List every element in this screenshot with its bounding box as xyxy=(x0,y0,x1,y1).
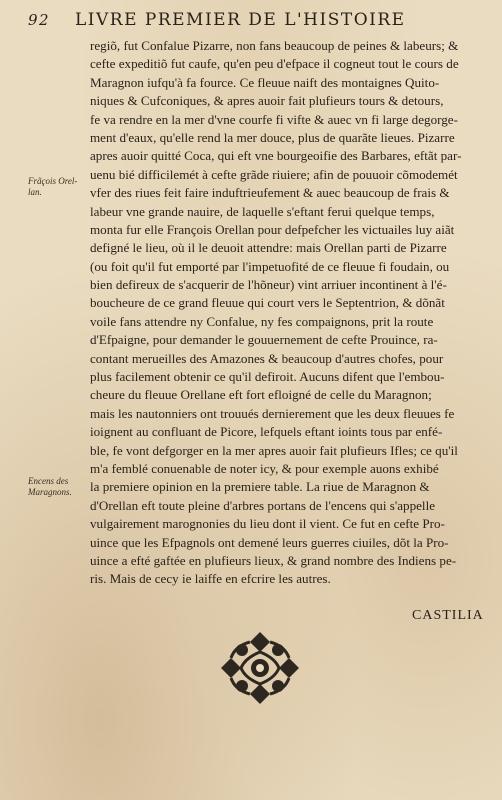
page-number: 92 xyxy=(28,11,51,29)
text-line: labeur vne grande nauire, de laquelle s'eftant ferui quelque temps, xyxy=(90,203,435,219)
margin-note-text: Frãçois Orel- lan. xyxy=(28,176,78,197)
text-line: plus facilement obtenir ce qu'il defiroit. Aucuns difent que l'embou- xyxy=(90,369,445,385)
text-line: regiõ, fut Confalue Pizarre, non fans beaucoup de peines & labeurs; & xyxy=(90,38,459,53)
text-line: mais les nautonniers ont trouués dernierement que les deux fleuues fe xyxy=(90,405,455,421)
text-line: ris. Mais de cecy ie laiffe en efcrire les autres. xyxy=(90,571,331,587)
margin-note-orellan xyxy=(28,176,88,198)
text-line: Maragnon iufqu'à fa fource. Ce fleuue naift des montaignes Quito- xyxy=(90,74,440,90)
text-line: cefte expeditiõ fut caufe, qu'en peu d'efpace il cogneut tout le cours de xyxy=(90,56,459,72)
text-line: monta fur elle François Orellan pour defpefcher les victuailes luy aiãt xyxy=(90,221,455,237)
running-title: LIVRE PREMIER DE L'HISTOIRE xyxy=(75,10,406,30)
text-line: fe va rendre en la mer d'vne courfe fi vifte & auec vn fi large degorge- xyxy=(90,111,458,127)
text-line: d'Efpaigne, pour demander le gouuernement de cefte Prouince, ra- xyxy=(90,332,438,348)
fleuron-ornament-icon xyxy=(215,628,305,708)
text-line: niques & Cufconiques, & apres auoir fait plufieurs tours & detours, xyxy=(90,93,444,109)
catchword: CASTILIA xyxy=(412,608,484,623)
text-line: cheure du fleuue Orellane eft fort efloigné de celle du Maragnon; xyxy=(90,387,432,403)
margin-note-encens xyxy=(28,476,88,498)
body-text xyxy=(90,37,492,589)
text-line: ioignent au confluant de Picore, lefquels eftant ioints tous par enfé- xyxy=(90,424,443,440)
text-line: ble, fe vont defgorger en la mer apres auoir fait plufieurs Ifles; ce qu'il xyxy=(90,442,458,458)
text-line: m'a femblé conuenable de noter icy, & pour exemple auons exhibé xyxy=(90,460,439,476)
text-line: ment d'eaux, qu'elle rend la mer douce, plus de quarãte lieues. Pizarre xyxy=(90,129,455,145)
text-line: la premiere opinion en la premiere table. La riue de Maragnon & xyxy=(90,479,430,495)
text-line: vulgairement marognonies du lieu dont il vient. Ce fut en cefte Pro- xyxy=(90,516,445,532)
text-line: apres auoir quitté Coca, qui eft vne bourgeoifie des Barbares, eftãt par- xyxy=(90,148,462,164)
margin-note-text: Encens des Maragnons. xyxy=(28,476,72,497)
text-line: contant merueilles des Amazones & beaucoup d'autres chofes, pour xyxy=(90,350,444,366)
text-line: uince a efté gaftée en plufieurs lieux, & grand nombre des Indiens pe- xyxy=(90,552,457,568)
text-line: (ou foit qu'il fut emporté par l'impetuofité de ce fleuue fi foudain, ou xyxy=(90,258,450,274)
running-header xyxy=(28,10,492,30)
text-line: boucheure de ce grand fleuue qui court vers le Septentrion, & dõnãt xyxy=(90,295,445,311)
text-line: bien defireux de s'acquerir de l'hõneur) vint arriuer incontinent à l'é- xyxy=(90,277,447,293)
text-line: uenu bié difficilemét à cefte grãde riuiere; afin de pouuoir cõmodemét xyxy=(90,166,458,182)
text-line: defigné le lieu, où il le deuoit attendre: mais Orellan parti de Pizarre xyxy=(90,240,447,256)
text-line: d'Orellan eft toute pleine d'arbres portans de l'encens qui s'appelle xyxy=(90,497,436,513)
text-line: vfer des riues feit faire induftrieufement & auec beaucoup de frais & xyxy=(90,185,450,201)
text-line: uince que les Efpagnols ont demené leurs guerres ciuiles, dõt la Pro- xyxy=(90,534,449,550)
text-line: voile fans attendre ny Confalue, ny fes compaignons, prit la route xyxy=(90,313,434,329)
